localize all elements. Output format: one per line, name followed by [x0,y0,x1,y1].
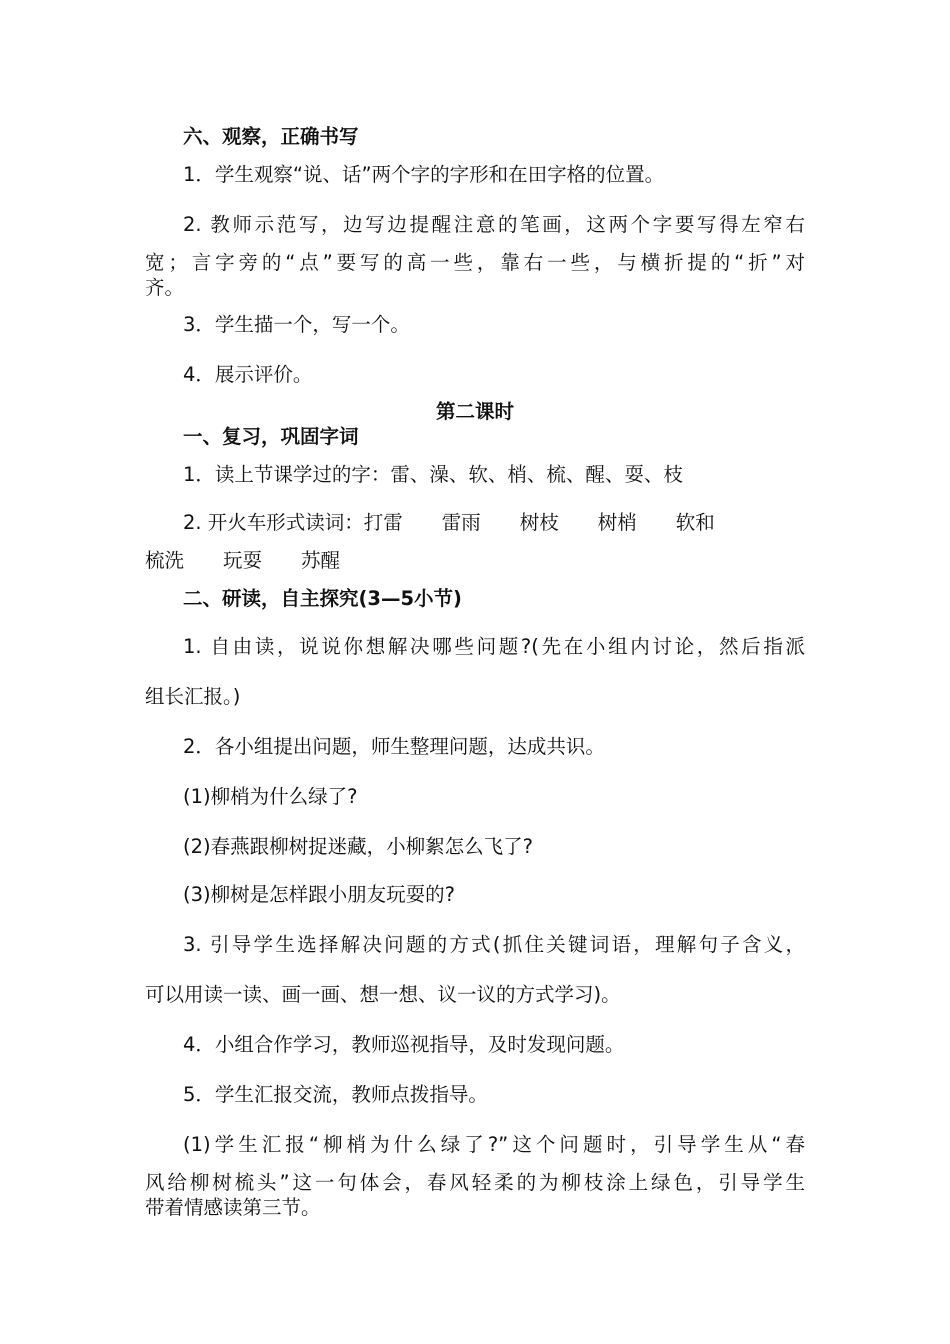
paragraph-line: (1)柳梢为什么绿了? [183,785,358,808]
paragraph-line: 2. 教师示范写，边写边提醒注意的笔画，这两个字要写得左窄右 [183,213,805,236]
paragraph-line: 5．学生汇报交流，教师点拨指导。 [183,1083,488,1106]
section-heading-observe-write: 六、观察，正确书写 [183,125,359,148]
paragraph-line: 4．展示评价。 [183,363,313,386]
paragraph-line: 2. 开火车形式读词：打雷 雷雨 树枝 树梢 软和 [183,511,715,534]
paragraph-line: 梳洗 玩耍 苏醒 [145,549,341,572]
paragraph-line: 3. 引导学生选择解决问题的方式(抓住关键词语，理解句子含义， [183,933,805,956]
paragraph-line: 1．读上节课学过的字：雷、澡、软、梢、梳、醒、耍、枝 [183,463,683,486]
paragraph-line: 带着情感读第三节。 [145,1196,321,1219]
paragraph-line: (3)柳树是怎样跟小朋友玩耍的? [183,883,455,906]
paragraph-line: 1．学生观察“说、话”两个字的字形和在田字格的位置。 [183,163,665,186]
paragraph-line: (2)春燕跟柳树捉迷藏，小柳絮怎么飞了? [183,835,533,858]
paragraph-line: 可以用读一读、画一画、想一想、议一议的方式学习)。 [145,983,621,1006]
section-heading-study: 二、研读，自主探究(3—5小节) [183,587,462,610]
paragraph-line: 风给柳树梳头”这一句体会，春风轻柔的为柳枝涂上绿色，引导学生 [145,1171,805,1194]
lesson-title: 第二课时 [435,400,514,423]
paragraph-line: 1. 自由读，说说你想解决哪些问题?(先在小组内讨论，然后指派 [183,635,805,658]
section-heading-review: 一、复习，巩固字词 [183,425,359,448]
paragraph-line: (1)学生汇报“柳梢为什么绿了?”这个问题时，引导学生从“春 [183,1133,805,1156]
paragraph-line: 宽；言字旁的“点”要写的高一些，靠右一些，与横折提的“折”对 [145,251,805,274]
paragraph-line: 组长汇报。) [145,685,241,708]
paragraph-line: 3．学生描一个，写一个。 [183,313,410,336]
paragraph-line: 4．小组合作学习，教师巡视指导，及时发现问题。 [183,1033,625,1056]
paragraph-line: 2．各小组提出问题，师生整理问题，达成共识。 [183,735,605,758]
paragraph-line: 齐。 [145,276,185,299]
